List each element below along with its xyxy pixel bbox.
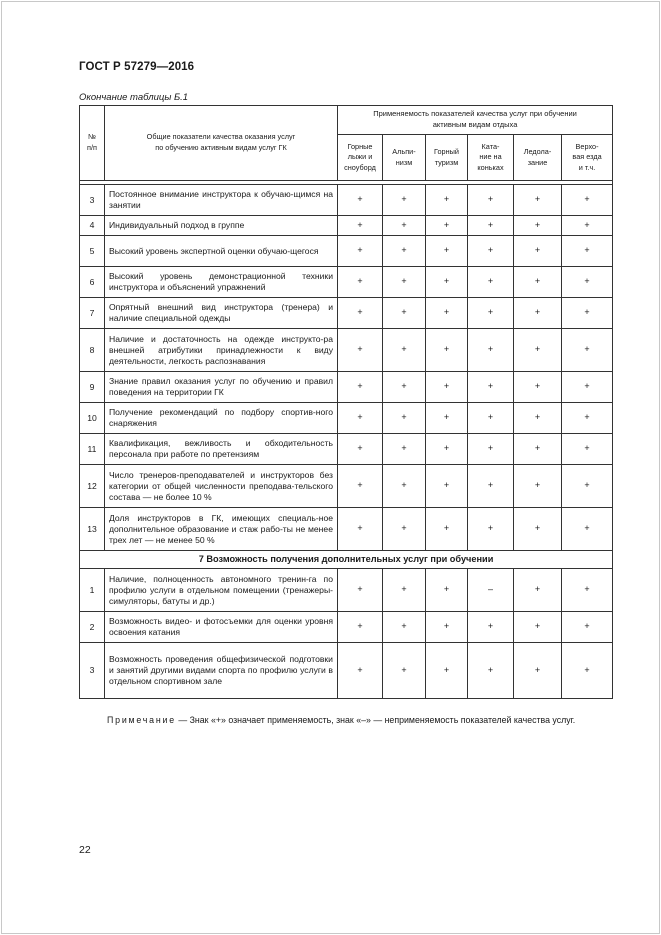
row-number: 9 bbox=[80, 372, 105, 403]
section-row bbox=[80, 551, 613, 569]
applicability-mark: + bbox=[383, 236, 426, 267]
applicability-mark: + bbox=[426, 403, 468, 434]
applicability-mark: + bbox=[426, 508, 468, 551]
applicability-mark: + bbox=[383, 298, 426, 329]
table-row bbox=[80, 267, 613, 298]
row-indicator: Индивидуальный подход в группе bbox=[105, 216, 338, 236]
applicability-mark: + bbox=[562, 569, 613, 612]
row-number: 2 bbox=[80, 612, 105, 643]
applicability-mark: + bbox=[514, 298, 562, 329]
applicability-mark: + bbox=[468, 612, 514, 643]
applicability-mark: + bbox=[514, 329, 562, 372]
header-num: № п/п bbox=[80, 106, 105, 181]
header-activity-5: Ледола- зание bbox=[514, 135, 562, 181]
row-number: 8 bbox=[80, 329, 105, 372]
table-row bbox=[80, 643, 613, 699]
applicability-mark: + bbox=[338, 372, 383, 403]
applicability-mark: + bbox=[562, 643, 613, 699]
applicability-mark: + bbox=[383, 434, 426, 465]
applicability-mark: + bbox=[562, 372, 613, 403]
applicability-mark: + bbox=[514, 434, 562, 465]
row-number: 5 bbox=[80, 236, 105, 267]
document-header: ГОСТ Р 57279—2016 bbox=[79, 61, 195, 73]
applicability-mark: + bbox=[338, 643, 383, 699]
applicability-mark: + bbox=[383, 612, 426, 643]
row-number: 11 bbox=[80, 434, 105, 465]
applicability-mark: + bbox=[426, 236, 468, 267]
row-number: 4 bbox=[80, 216, 105, 236]
row-indicator: Опрятный внешний вид инструктора (тренера) и наличие специальной одежды bbox=[105, 298, 338, 329]
applicability-mark: + bbox=[338, 298, 383, 329]
applicability-mark: + bbox=[562, 434, 613, 465]
table-row bbox=[80, 612, 613, 643]
row-indicator: Возможность проведения общефизической подготовки и занятий другими видами спорта по профилю услуги в отдельном спортивном зале bbox=[105, 643, 338, 699]
applicability-mark: + bbox=[468, 643, 514, 699]
applicability-mark: + bbox=[468, 403, 514, 434]
applicability-mark: + bbox=[514, 612, 562, 643]
applicability-mark: + bbox=[514, 372, 562, 403]
applicability-mark: + bbox=[426, 434, 468, 465]
applicability-mark: + bbox=[383, 185, 426, 216]
applicability-mark: + bbox=[338, 465, 383, 508]
applicability-mark: + bbox=[338, 185, 383, 216]
applicability-mark: + bbox=[426, 612, 468, 643]
header-activity-6: Верхо- вая езда и т.ч. bbox=[562, 135, 613, 181]
header-activity-2: Альпи- низм bbox=[383, 135, 426, 181]
applicability-mark: + bbox=[338, 569, 383, 612]
header-activity-3: Горный туризм bbox=[426, 135, 468, 181]
applicability-mark: + bbox=[383, 569, 426, 612]
page-number: 22 bbox=[79, 844, 91, 856]
applicability-mark: + bbox=[514, 643, 562, 699]
applicability-mark: + bbox=[468, 236, 514, 267]
table-caption: Окончание таблицы Б.1 bbox=[79, 92, 189, 103]
applicability-mark: + bbox=[514, 403, 562, 434]
applicability-mark: + bbox=[514, 185, 562, 216]
row-indicator: Число тренеров-преподавателей и инструкторов без категории от общей численности преподава-тельского состава — не более 10 % bbox=[105, 465, 338, 508]
applicability-mark: + bbox=[562, 508, 613, 551]
row-number: 7 bbox=[80, 298, 105, 329]
applicability-mark: + bbox=[383, 329, 426, 372]
applicability-mark: + bbox=[468, 434, 514, 465]
row-indicator: Постоянное внимание инструктора к обучаю-щимся на занятии bbox=[105, 185, 338, 216]
row-number: 3 bbox=[80, 643, 105, 699]
applicability-mark: + bbox=[562, 236, 613, 267]
applicability-mark: + bbox=[383, 465, 426, 508]
applicability-mark: + bbox=[338, 612, 383, 643]
row-indicator: Наличие и достаточность на одежде инструкто-ра внешней атрибутики принадлежности к виду деятельности, легкость распознавания bbox=[105, 329, 338, 372]
table-row bbox=[80, 372, 613, 403]
note-text: — Знак «+» означает применяемость, знак «–» — неприменяемость показателей качества услуг. bbox=[178, 715, 576, 725]
applicability-mark: + bbox=[514, 216, 562, 236]
table-row bbox=[80, 329, 613, 372]
applicability-mark: + bbox=[426, 372, 468, 403]
row-indicator: Возможность видео- и фотосъемки для оценки уровня освоения катания bbox=[105, 612, 338, 643]
applicability-mark: + bbox=[426, 329, 468, 372]
applicability-mark: + bbox=[383, 643, 426, 699]
row-indicator: Высокий уровень экспертной оценки обучаю-щегося bbox=[105, 236, 338, 267]
applicability-table bbox=[79, 105, 613, 699]
applicability-mark: + bbox=[426, 643, 468, 699]
applicability-mark: + bbox=[383, 216, 426, 236]
applicability-mark: + bbox=[468, 329, 514, 372]
row-number: 3 bbox=[80, 185, 105, 216]
applicability-mark: + bbox=[383, 267, 426, 298]
applicability-mark: + bbox=[426, 298, 468, 329]
applicability-mark: + bbox=[426, 216, 468, 236]
table-row bbox=[80, 216, 613, 236]
row-number: 12 bbox=[80, 465, 105, 508]
row-number: 1 bbox=[80, 569, 105, 612]
applicability-mark: + bbox=[383, 372, 426, 403]
row-indicator: Высокий уровень демонстрационной техники инструктора и объяснений упражнений bbox=[105, 267, 338, 298]
applicability-mark: + bbox=[562, 267, 613, 298]
applicability-mark: + bbox=[338, 216, 383, 236]
applicability-mark: + bbox=[338, 508, 383, 551]
table-row bbox=[80, 569, 613, 612]
applicability-mark: + bbox=[562, 216, 613, 236]
row-number: 6 bbox=[80, 267, 105, 298]
applicability-mark: + bbox=[426, 267, 468, 298]
table-row bbox=[80, 403, 613, 434]
applicability-mark: + bbox=[468, 372, 514, 403]
applicability-mark: + bbox=[514, 465, 562, 508]
note-label: Примечание bbox=[107, 715, 176, 725]
table-row bbox=[80, 465, 613, 508]
applicability-mark: + bbox=[468, 508, 514, 551]
applicability-mark: – bbox=[468, 569, 514, 612]
applicability-mark: + bbox=[468, 267, 514, 298]
applicability-mark: + bbox=[338, 329, 383, 372]
row-indicator: Квалификация, вежливость и обходительность персонала при работе по претензиям bbox=[105, 434, 338, 465]
applicability-mark: + bbox=[562, 329, 613, 372]
row-indicator: Доля инструкторов в ГК, имеющих специаль-ное дополнительное образование и стаж рабо-ты не менее трех лет — не менее 50 % bbox=[105, 508, 338, 551]
applicability-mark: + bbox=[468, 298, 514, 329]
row-number: 13 bbox=[80, 508, 105, 551]
row-indicator: Знание правил оказания услуг по обучению и правил поведения на территории ГК bbox=[105, 372, 338, 403]
applicability-mark: + bbox=[338, 434, 383, 465]
applicability-mark: + bbox=[468, 465, 514, 508]
table-row bbox=[80, 236, 613, 267]
applicability-mark: + bbox=[468, 216, 514, 236]
applicability-mark: + bbox=[383, 403, 426, 434]
applicability-mark: + bbox=[426, 465, 468, 508]
applicability-mark: + bbox=[514, 508, 562, 551]
row-indicator: Наличие, полноценность автономного тренин-га по профилю услуги в отдельном помещении (тренажеры-симуляторы, батуты и др.) bbox=[105, 569, 338, 612]
table-row bbox=[80, 185, 613, 216]
applicability-mark: + bbox=[514, 569, 562, 612]
applicability-mark: + bbox=[338, 267, 383, 298]
applicability-mark: + bbox=[562, 403, 613, 434]
applicability-mark: + bbox=[383, 508, 426, 551]
header-activity-1: Горные лыжи и сноуборд bbox=[338, 135, 383, 181]
applicability-mark: + bbox=[468, 185, 514, 216]
applicability-mark: + bbox=[562, 185, 613, 216]
applicability-mark: + bbox=[426, 185, 468, 216]
table-note bbox=[79, 713, 612, 727]
row-indicator: Получение рекомендаций по подбору спортив-ного снаряжения bbox=[105, 403, 338, 434]
applicability-mark: + bbox=[514, 267, 562, 298]
table-row bbox=[80, 434, 613, 465]
header-indicator: Общие показатели качества оказания услуг по обучению активным видам услуг ГК bbox=[105, 106, 338, 181]
applicability-mark: + bbox=[426, 569, 468, 612]
section-title: 7 Возможность получения дополнительных услуг при обучении bbox=[80, 551, 613, 569]
applicability-mark: + bbox=[562, 298, 613, 329]
applicability-mark: + bbox=[562, 612, 613, 643]
applicability-mark: + bbox=[338, 403, 383, 434]
header-applicability: Применяемость показателей качества услуг при обучении активным видам отдыха bbox=[338, 106, 613, 135]
table-row bbox=[80, 508, 613, 551]
applicability-mark: + bbox=[514, 236, 562, 267]
applicability-mark: + bbox=[562, 465, 613, 508]
row-number: 10 bbox=[80, 403, 105, 434]
applicability-mark: + bbox=[338, 236, 383, 267]
header-activity-4: Ката- ние на коньках bbox=[468, 135, 514, 181]
table-row bbox=[80, 298, 613, 329]
